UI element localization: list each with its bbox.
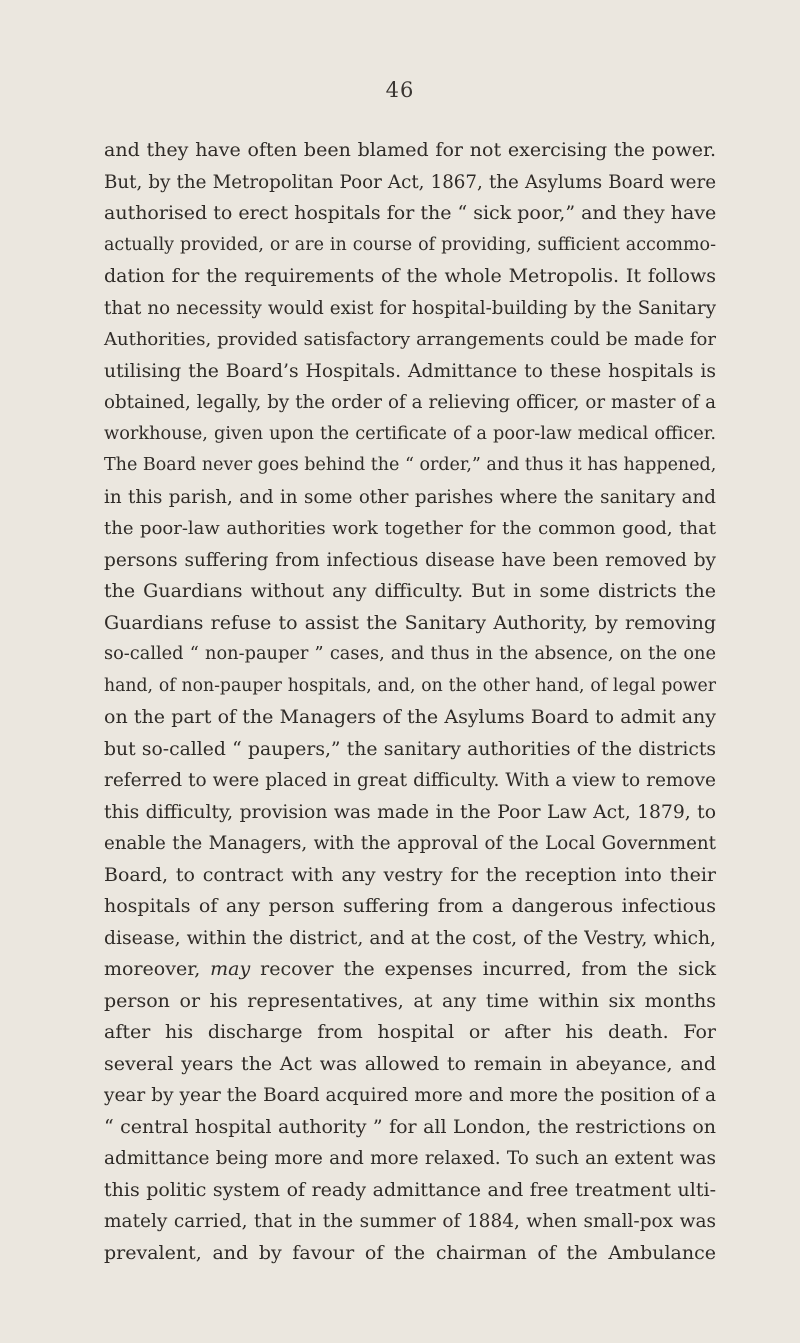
text-line: person or his representatives, at any time within six months xyxy=(104,989,716,1012)
text-line: dation for the requirements of the whole Metropolis. It follows xyxy=(104,265,716,287)
text-line: that no necessity would exist for hospital-building by the Sanitary xyxy=(104,297,716,319)
text-line: obtained, legally, by the order of a relieving officer, or master of a xyxy=(104,392,716,413)
text-line: mately carried, that in the summer of 1884, when small-pox was xyxy=(104,1211,716,1232)
text-line: several years the Act was allowed to remain in abeyance, and xyxy=(104,1052,716,1075)
text-line: hospitals of any person suffering from a dangerous infectious xyxy=(104,895,716,917)
page-number: 46 xyxy=(385,78,415,102)
text-line: utilising the Board’s Hospitals. Admittance to these hospitals is xyxy=(104,360,716,382)
text-line: admittance being more and more relaxed. To such an extent was xyxy=(104,1148,716,1169)
text-line: Guardians refuse to assist the Sanitary Authority, by removing xyxy=(104,611,716,634)
text-line: this difficulty, provision was made in the Poor Law Act, 1879, to xyxy=(104,801,716,823)
text-line: the Guardians without any difficulty. But in some districts the xyxy=(104,580,716,602)
text-line: actually provided, or are in course of providing, sufficient accommo- xyxy=(104,234,716,255)
text-line: after his discharge from hospital or after his death. For xyxy=(104,1021,716,1043)
text-line: authorised to erect hospitals for the “ sick poor,” and they have xyxy=(104,202,717,224)
text-line-with-italic xyxy=(104,954,716,986)
text-segment: recover the expenses incurred, from the sick xyxy=(250,958,716,980)
text-line: But, by the Metropolitan Poor Act, 1867, the Asylums Board were xyxy=(104,171,716,193)
text-segment: moreover, xyxy=(104,958,211,980)
text-line: “ central hospital authority ” for all London, the restrictions on xyxy=(104,1115,716,1138)
text-line: enable the Managers, with the approval of the Local Government xyxy=(104,833,716,854)
text-line: prevalent, and by favour of the chairman of the Ambulance xyxy=(104,1241,716,1264)
text-line: Board, to contract with any vestry for the reception into their xyxy=(104,863,716,886)
text-line: on the part of the Managers of the Asylums Board to admit any xyxy=(104,706,716,728)
text-line: year by year the Board acquired more and more the position of a xyxy=(104,1085,716,1106)
text-line: workhouse, given upon the certificate of a poor-law medical officer. xyxy=(104,423,716,444)
text-line: so-called “ non-pauper ” cases, and thus in the absence, on the one xyxy=(104,644,716,664)
body-text xyxy=(104,135,716,1269)
text-line: this politic system of ready admittance and free treatment ulti- xyxy=(104,1178,716,1201)
text-line: persons suffering from infectious disease have been removed by xyxy=(104,549,716,571)
italic-word: may xyxy=(210,958,251,980)
text-line: and they have often been blamed for not exercising the power. xyxy=(104,139,716,161)
text-line: hand, of non-pauper hospitals, and, on the other hand, of legal power xyxy=(104,675,716,696)
text-line: Authorities, provided satisfactory arrangements could be made for xyxy=(104,329,716,350)
text-line: in this parish, and in some other parishes where the sanitary and xyxy=(104,486,716,508)
text-line: The Board never goes behind the “ order,” and thus it has happened, xyxy=(104,455,717,475)
text-line: but so-called “ paupers,” the sanitary authorities of the districts xyxy=(104,738,716,760)
text-line: disease, within the district, and at the cost, of the Vestry, which, xyxy=(104,927,716,949)
text-line: the poor-law authorities work together for the common good, that xyxy=(104,518,716,539)
text-line: referred to were placed in great difficulty. With a view to remove xyxy=(104,770,716,791)
